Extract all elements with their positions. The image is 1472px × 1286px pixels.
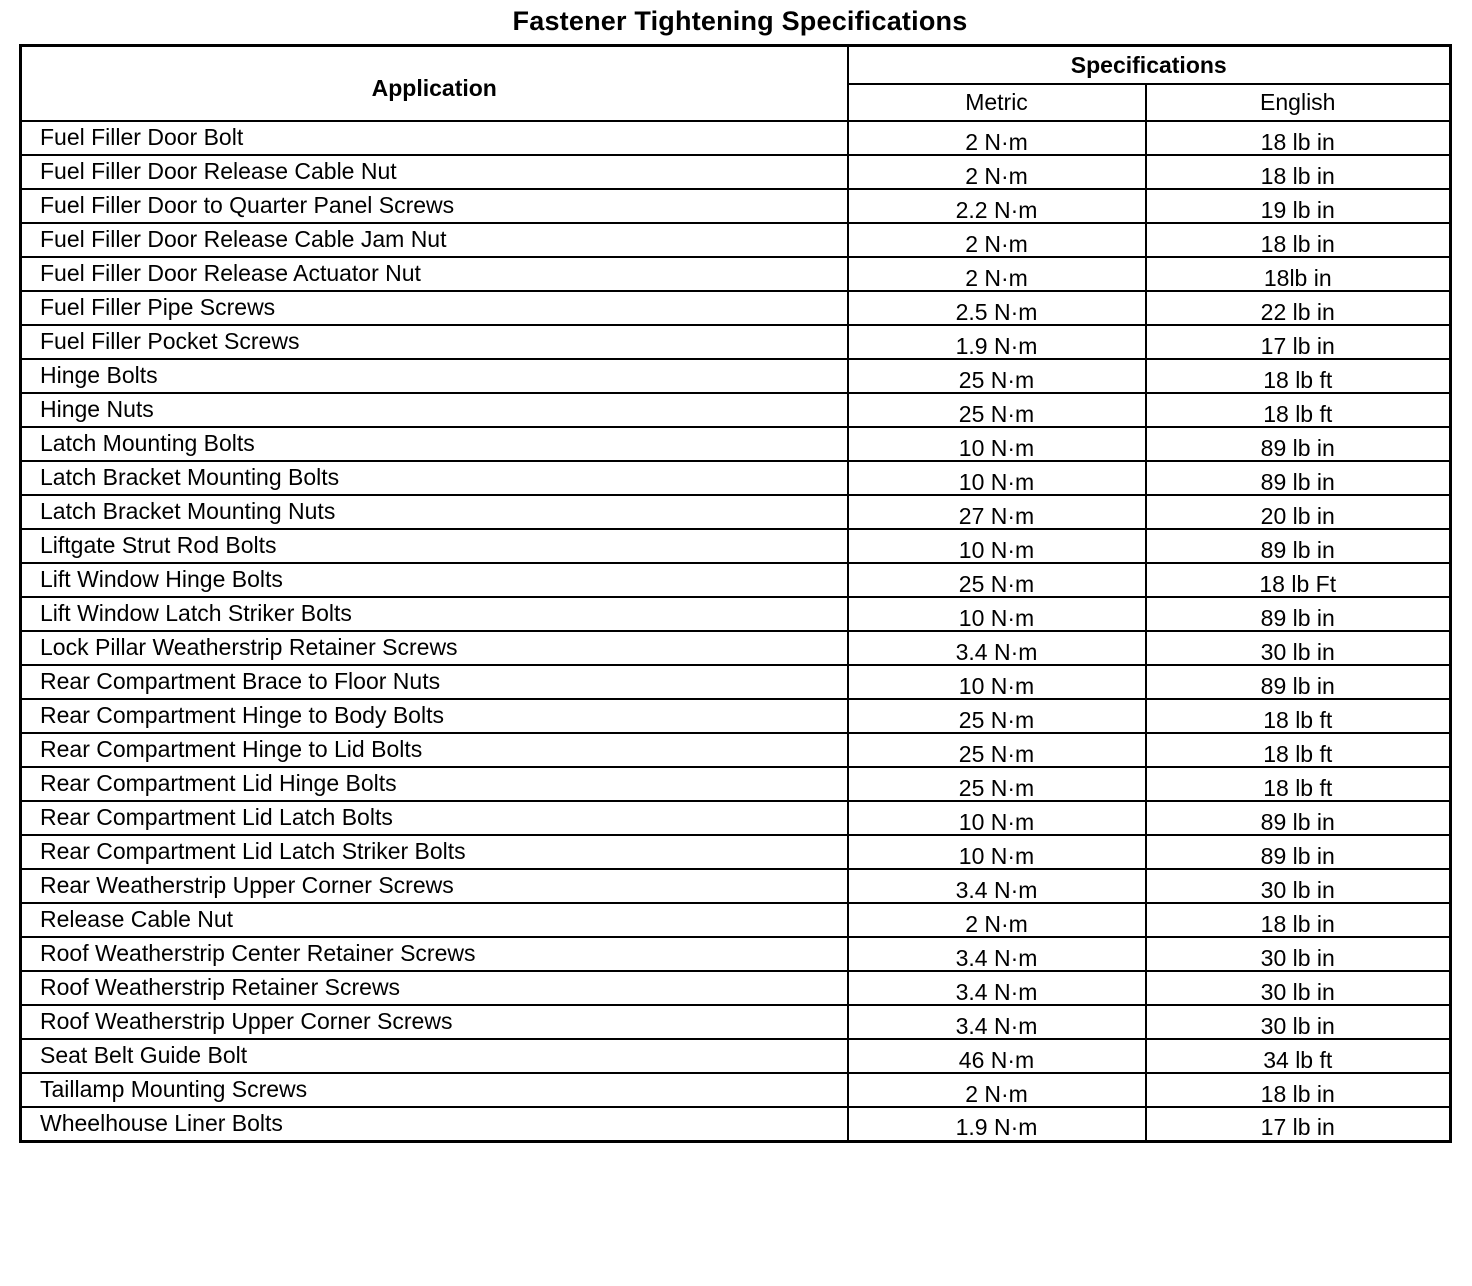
english-cell: 18lb in xyxy=(1146,257,1451,291)
metric-cell: 10 N·m xyxy=(848,801,1146,835)
english-cell: 30 lb in xyxy=(1146,971,1451,1005)
table-row xyxy=(21,495,1451,529)
application-cell: Latch Bracket Mounting Bolts xyxy=(21,461,848,495)
metric-cell: 25 N·m xyxy=(848,699,1146,733)
application-cell: Latch Bracket Mounting Nuts xyxy=(21,495,848,529)
metric-cell: 2 N·m xyxy=(848,223,1146,257)
application-cell: Roof Weatherstrip Center Retainer Screws xyxy=(21,937,848,971)
fastener-spec-table xyxy=(19,44,1452,1143)
table-row xyxy=(21,155,1451,189)
application-cell: Fuel Filler Door Release Cable Jam Nut xyxy=(21,223,848,257)
english-cell: 18 lb in xyxy=(1146,223,1451,257)
page-title: Fastener Tightening Specifications xyxy=(512,6,968,36)
application-cell: Fuel Filler Door to Quarter Panel Screws xyxy=(21,189,848,223)
metric-cell: 3.4 N·m xyxy=(848,937,1146,971)
metric-cell: 1.9 N·m xyxy=(848,1107,1146,1141)
table-row xyxy=(21,699,1451,733)
english-cell: 89 lb in xyxy=(1146,665,1451,699)
application-cell: Rear Compartment Lid Hinge Bolts xyxy=(21,767,848,801)
metric-cell: 10 N·m xyxy=(848,529,1146,563)
table-row xyxy=(21,631,1451,665)
metric-cell: 3.4 N·m xyxy=(848,1005,1146,1039)
metric-cell: 25 N·m xyxy=(848,393,1146,427)
table-row xyxy=(21,121,1451,155)
metric-cell: 25 N·m xyxy=(848,359,1146,393)
english-cell: 22 lb in xyxy=(1146,291,1451,325)
metric-cell: 3.4 N·m xyxy=(848,971,1146,1005)
english-cell: 18 lb ft xyxy=(1146,359,1451,393)
metric-cell: 2 N·m xyxy=(848,1073,1146,1107)
metric-cell: 10 N·m xyxy=(848,665,1146,699)
table-row xyxy=(21,937,1451,971)
english-cell: 89 lb in xyxy=(1146,835,1451,869)
metric-cell: 2 N·m xyxy=(848,903,1146,937)
english-cell: 30 lb in xyxy=(1146,1005,1451,1039)
application-cell: Fuel Filler Door Release Actuator Nut xyxy=(21,257,848,291)
table-row xyxy=(21,1039,1451,1073)
application-cell: Liftgate Strut Rod Bolts xyxy=(21,529,848,563)
application-cell: Wheelhouse Liner Bolts xyxy=(21,1107,848,1141)
table-body xyxy=(21,121,1451,1141)
metric-cell: 2.2 N·m xyxy=(848,189,1146,223)
english-cell: 89 lb in xyxy=(1146,427,1451,461)
application-cell: Rear Compartment Brace to Floor Nuts xyxy=(21,665,848,699)
table-row xyxy=(21,325,1451,359)
application-cell: Roof Weatherstrip Upper Corner Screws xyxy=(21,1005,848,1039)
table-row xyxy=(21,971,1451,1005)
english-cell: 18 lb in xyxy=(1146,121,1451,155)
english-cell: 20 lb in xyxy=(1146,495,1451,529)
table-row xyxy=(21,665,1451,699)
english-cell: 30 lb in xyxy=(1146,869,1451,903)
table-row xyxy=(21,597,1451,631)
english-cell: 18 lb in xyxy=(1146,155,1451,189)
table-row xyxy=(21,529,1451,563)
metric-cell: 2 N·m xyxy=(848,121,1146,155)
table-row xyxy=(21,257,1451,291)
table-row xyxy=(21,1107,1451,1141)
english-cell: 30 lb in xyxy=(1146,631,1451,665)
application-cell: Seat Belt Guide Bolt xyxy=(21,1039,848,1073)
metric-cell: 27 N·m xyxy=(848,495,1146,529)
english-cell: 18 lb Ft xyxy=(1146,563,1451,597)
metric-cell: 2 N·m xyxy=(848,155,1146,189)
english-cell: 18 lb in xyxy=(1146,1073,1451,1107)
table-row xyxy=(21,189,1451,223)
table-row xyxy=(21,461,1451,495)
metric-cell: 3.4 N·m xyxy=(848,631,1146,665)
metric-cell: 1.9 N·m xyxy=(848,325,1146,359)
metric-cell: 25 N·m xyxy=(848,563,1146,597)
table-row xyxy=(21,801,1451,835)
metric-cell: 25 N·m xyxy=(848,733,1146,767)
english-cell: 18 lb in xyxy=(1146,903,1451,937)
english-cell: 34 lb ft xyxy=(1146,1039,1451,1073)
english-cell: 89 lb in xyxy=(1146,801,1451,835)
application-cell: Roof Weatherstrip Retainer Screws xyxy=(21,971,848,1005)
application-cell: Rear Compartment Lid Latch Bolts xyxy=(21,801,848,835)
english-cell: 30 lb in xyxy=(1146,937,1451,971)
table-row xyxy=(21,1005,1451,1039)
english-cell: 89 lb in xyxy=(1146,597,1451,631)
application-cell: Lock Pillar Weatherstrip Retainer Screws xyxy=(21,631,848,665)
application-cell: Rear Weatherstrip Upper Corner Screws xyxy=(21,869,848,903)
english-cell: 19 lb in xyxy=(1146,189,1451,223)
english-column-header: English xyxy=(1146,84,1451,121)
application-cell: Taillamp Mounting Screws xyxy=(21,1073,848,1107)
english-cell: 89 lb in xyxy=(1146,529,1451,563)
english-cell: 18 lb ft xyxy=(1146,767,1451,801)
application-cell: Fuel Filler Pipe Screws xyxy=(21,291,848,325)
metric-cell: 10 N·m xyxy=(848,597,1146,631)
table-row xyxy=(21,903,1451,937)
application-cell: Hinge Bolts xyxy=(21,359,848,393)
application-cell: Latch Mounting Bolts xyxy=(21,427,848,461)
metric-column-header: Metric xyxy=(848,84,1146,121)
application-cell: Fuel Filler Door Bolt xyxy=(21,121,848,155)
english-cell: 18 lb ft xyxy=(1146,733,1451,767)
english-cell: 17 lb in xyxy=(1146,325,1451,359)
table-header xyxy=(21,46,1451,122)
table-row xyxy=(21,291,1451,325)
application-column-header: Application xyxy=(21,46,848,122)
table-row xyxy=(21,733,1451,767)
application-cell: Rear Compartment Hinge to Lid Bolts xyxy=(21,733,848,767)
application-cell: Lift Window Latch Striker Bolts xyxy=(21,597,848,631)
application-cell: Rear Compartment Lid Latch Striker Bolts xyxy=(21,835,848,869)
metric-cell: 46 N·m xyxy=(848,1039,1146,1073)
metric-cell: 10 N·m xyxy=(848,461,1146,495)
table-row xyxy=(21,359,1451,393)
english-cell: 89 lb in xyxy=(1146,461,1451,495)
metric-cell: 2.5 N·m xyxy=(848,291,1146,325)
metric-cell: 10 N·m xyxy=(848,427,1146,461)
english-cell: 18 lb ft xyxy=(1146,699,1451,733)
table-row xyxy=(21,427,1451,461)
table-row xyxy=(21,767,1451,801)
table-row xyxy=(21,1073,1451,1107)
specifications-column-header: Specifications xyxy=(848,46,1451,85)
application-cell: Rear Compartment Hinge to Body Bolts xyxy=(21,699,848,733)
english-cell: 17 lb in xyxy=(1146,1107,1451,1141)
table-row xyxy=(21,393,1451,427)
table-row xyxy=(21,563,1451,597)
metric-cell: 3.4 N·m xyxy=(848,869,1146,903)
metric-cell: 2 N·m xyxy=(848,257,1146,291)
metric-cell: 10 N·m xyxy=(848,835,1146,869)
table-row xyxy=(21,223,1451,257)
application-cell: Fuel Filler Pocket Screws xyxy=(21,325,848,359)
application-cell: Hinge Nuts xyxy=(21,393,848,427)
application-cell: Fuel Filler Door Release Cable Nut xyxy=(21,155,848,189)
application-cell: Release Cable Nut xyxy=(21,903,848,937)
application-cell: Lift Window Hinge Bolts xyxy=(21,563,848,597)
table-row xyxy=(21,869,1451,903)
metric-cell: 25 N·m xyxy=(848,767,1146,801)
english-cell: 18 lb ft xyxy=(1146,393,1451,427)
table-row xyxy=(21,835,1451,869)
